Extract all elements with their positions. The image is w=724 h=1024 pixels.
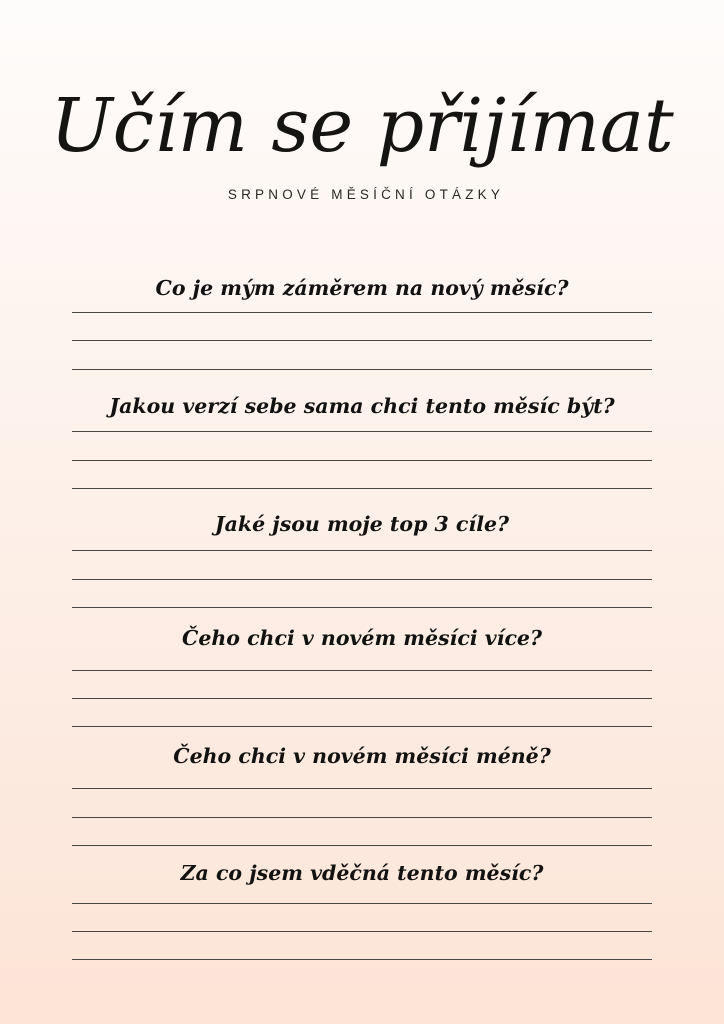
writing-line[interactable] <box>72 698 652 699</box>
writing-line[interactable] <box>72 460 652 461</box>
question-label: Jaké jsou moje top 3 cíle? <box>214 512 510 536</box>
writing-line[interactable] <box>72 931 652 932</box>
question-label: Jakou verzí sebe sama chci tento měsíc být? <box>109 394 615 418</box>
question-label: Co je mým záměrem na nový měsíc? <box>155 276 569 300</box>
writing-line[interactable] <box>72 670 652 671</box>
writing-line[interactable] <box>72 845 652 846</box>
page-subtitle: SRPNOVÉ MĚSÍČNÍ OTÁZKY <box>227 187 505 202</box>
writing-line[interactable] <box>72 817 652 818</box>
writing-line[interactable] <box>72 903 652 904</box>
writing-line[interactable] <box>72 340 652 341</box>
writing-line[interactable] <box>72 959 652 960</box>
writing-line[interactable] <box>72 726 652 727</box>
writing-line[interactable] <box>72 788 652 789</box>
question-label: Čeho chci v novém měsíci více? <box>182 626 542 650</box>
writing-line[interactable] <box>72 369 652 370</box>
writing-line[interactable] <box>72 431 652 432</box>
writing-line[interactable] <box>72 607 652 608</box>
question-label: Čeho chci v novém měsíci méně? <box>173 744 551 768</box>
page-title: Učím se přijímat <box>50 83 674 169</box>
writing-line[interactable] <box>72 488 652 489</box>
writing-line[interactable] <box>72 579 652 580</box>
writing-line[interactable] <box>72 312 652 313</box>
question-label: Za co jsem vděčná tento měsíc? <box>180 861 544 885</box>
writing-line[interactable] <box>72 550 652 551</box>
